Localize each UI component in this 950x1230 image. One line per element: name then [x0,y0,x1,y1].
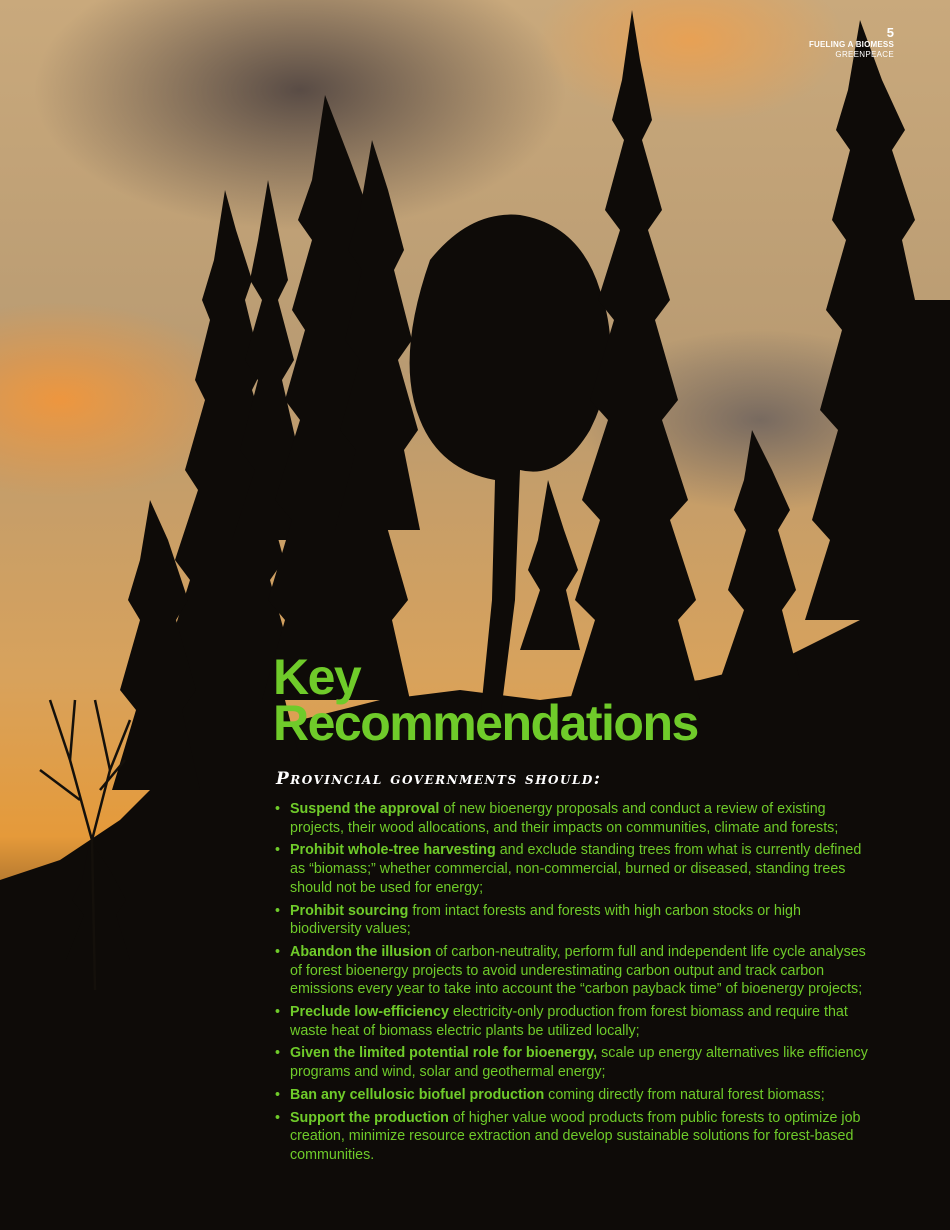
recommendation-text: from intact forests and forests with high carbon stocks or high biodiversity values; [290,902,801,938]
list-item [274,1086,874,1105]
recommendation-lead: Preclude low-efficiency [290,1004,449,1021]
list-item [274,1044,874,1081]
recommendation-lead: Support the production [290,1109,449,1126]
recommendation-text: of new bioenergy proposals and conduct a review of existing projects, their wood allocations, and their impacts on communities, climate and forests; [290,801,839,836]
list-item [274,1109,874,1165]
recommendation-text: scale up energy alternatives like efficiency programs and wind, solar and geothermal energy; [290,1045,868,1081]
recommendations-list [274,800,874,1169]
list-item [274,902,874,939]
recommendation-lead: Abandon the illusion [290,943,432,960]
publication-title: FUELING A BIOMESS [808,40,894,49]
title-line-1: Key [273,649,361,705]
list-item [274,943,874,999]
recommendation-text: of carbon-neutrality, perform full and independent life cycle analyses of forest bioenergy projects to avoid underestimating carbon output and track carbon emissions every year to take into account the “carbon payback time” of bioenergy projects; [290,943,866,998]
running-header [809,26,894,60]
recommendation-lead: Given the limited potential role for bioenergy, [290,1045,598,1062]
recommendation-text: of higher value wood products from public forests to optimize job creation, minimize resource extraction and develop sustainable solutions for forest-based communities. [290,1109,861,1163]
section-subtitle: Provincial governments should: [276,769,602,789]
recommendation-lead: Suspend the approval [290,801,440,817]
list-item [274,1003,874,1040]
recommendation-lead: Prohibit whole-tree harvesting [290,842,496,859]
list-item [274,841,874,897]
recommendation-lead: Prohibit sourcing [290,902,409,919]
page-title [273,649,698,751]
list-item [274,800,874,837]
recommendation-text: electricity-only production from forest biomass and require that waste heat of biomass electric plants be utilized locally; [290,1004,848,1039]
recommendation-text: coming directly from natural forest biomass; [544,1086,825,1103]
title-line-2: Recommendations [273,695,698,751]
recommendation-lead: Ban any cellulosic biofuel production [290,1086,545,1103]
recommendation-text: and exclude standing trees from what is currently defined as “biomass;” whether commercial, non-commercial, burned or diseased, standing trees should not be used for energy; [290,842,862,896]
organization-name: GREENPEACE [835,50,894,59]
page-number: 5 [886,25,894,40]
